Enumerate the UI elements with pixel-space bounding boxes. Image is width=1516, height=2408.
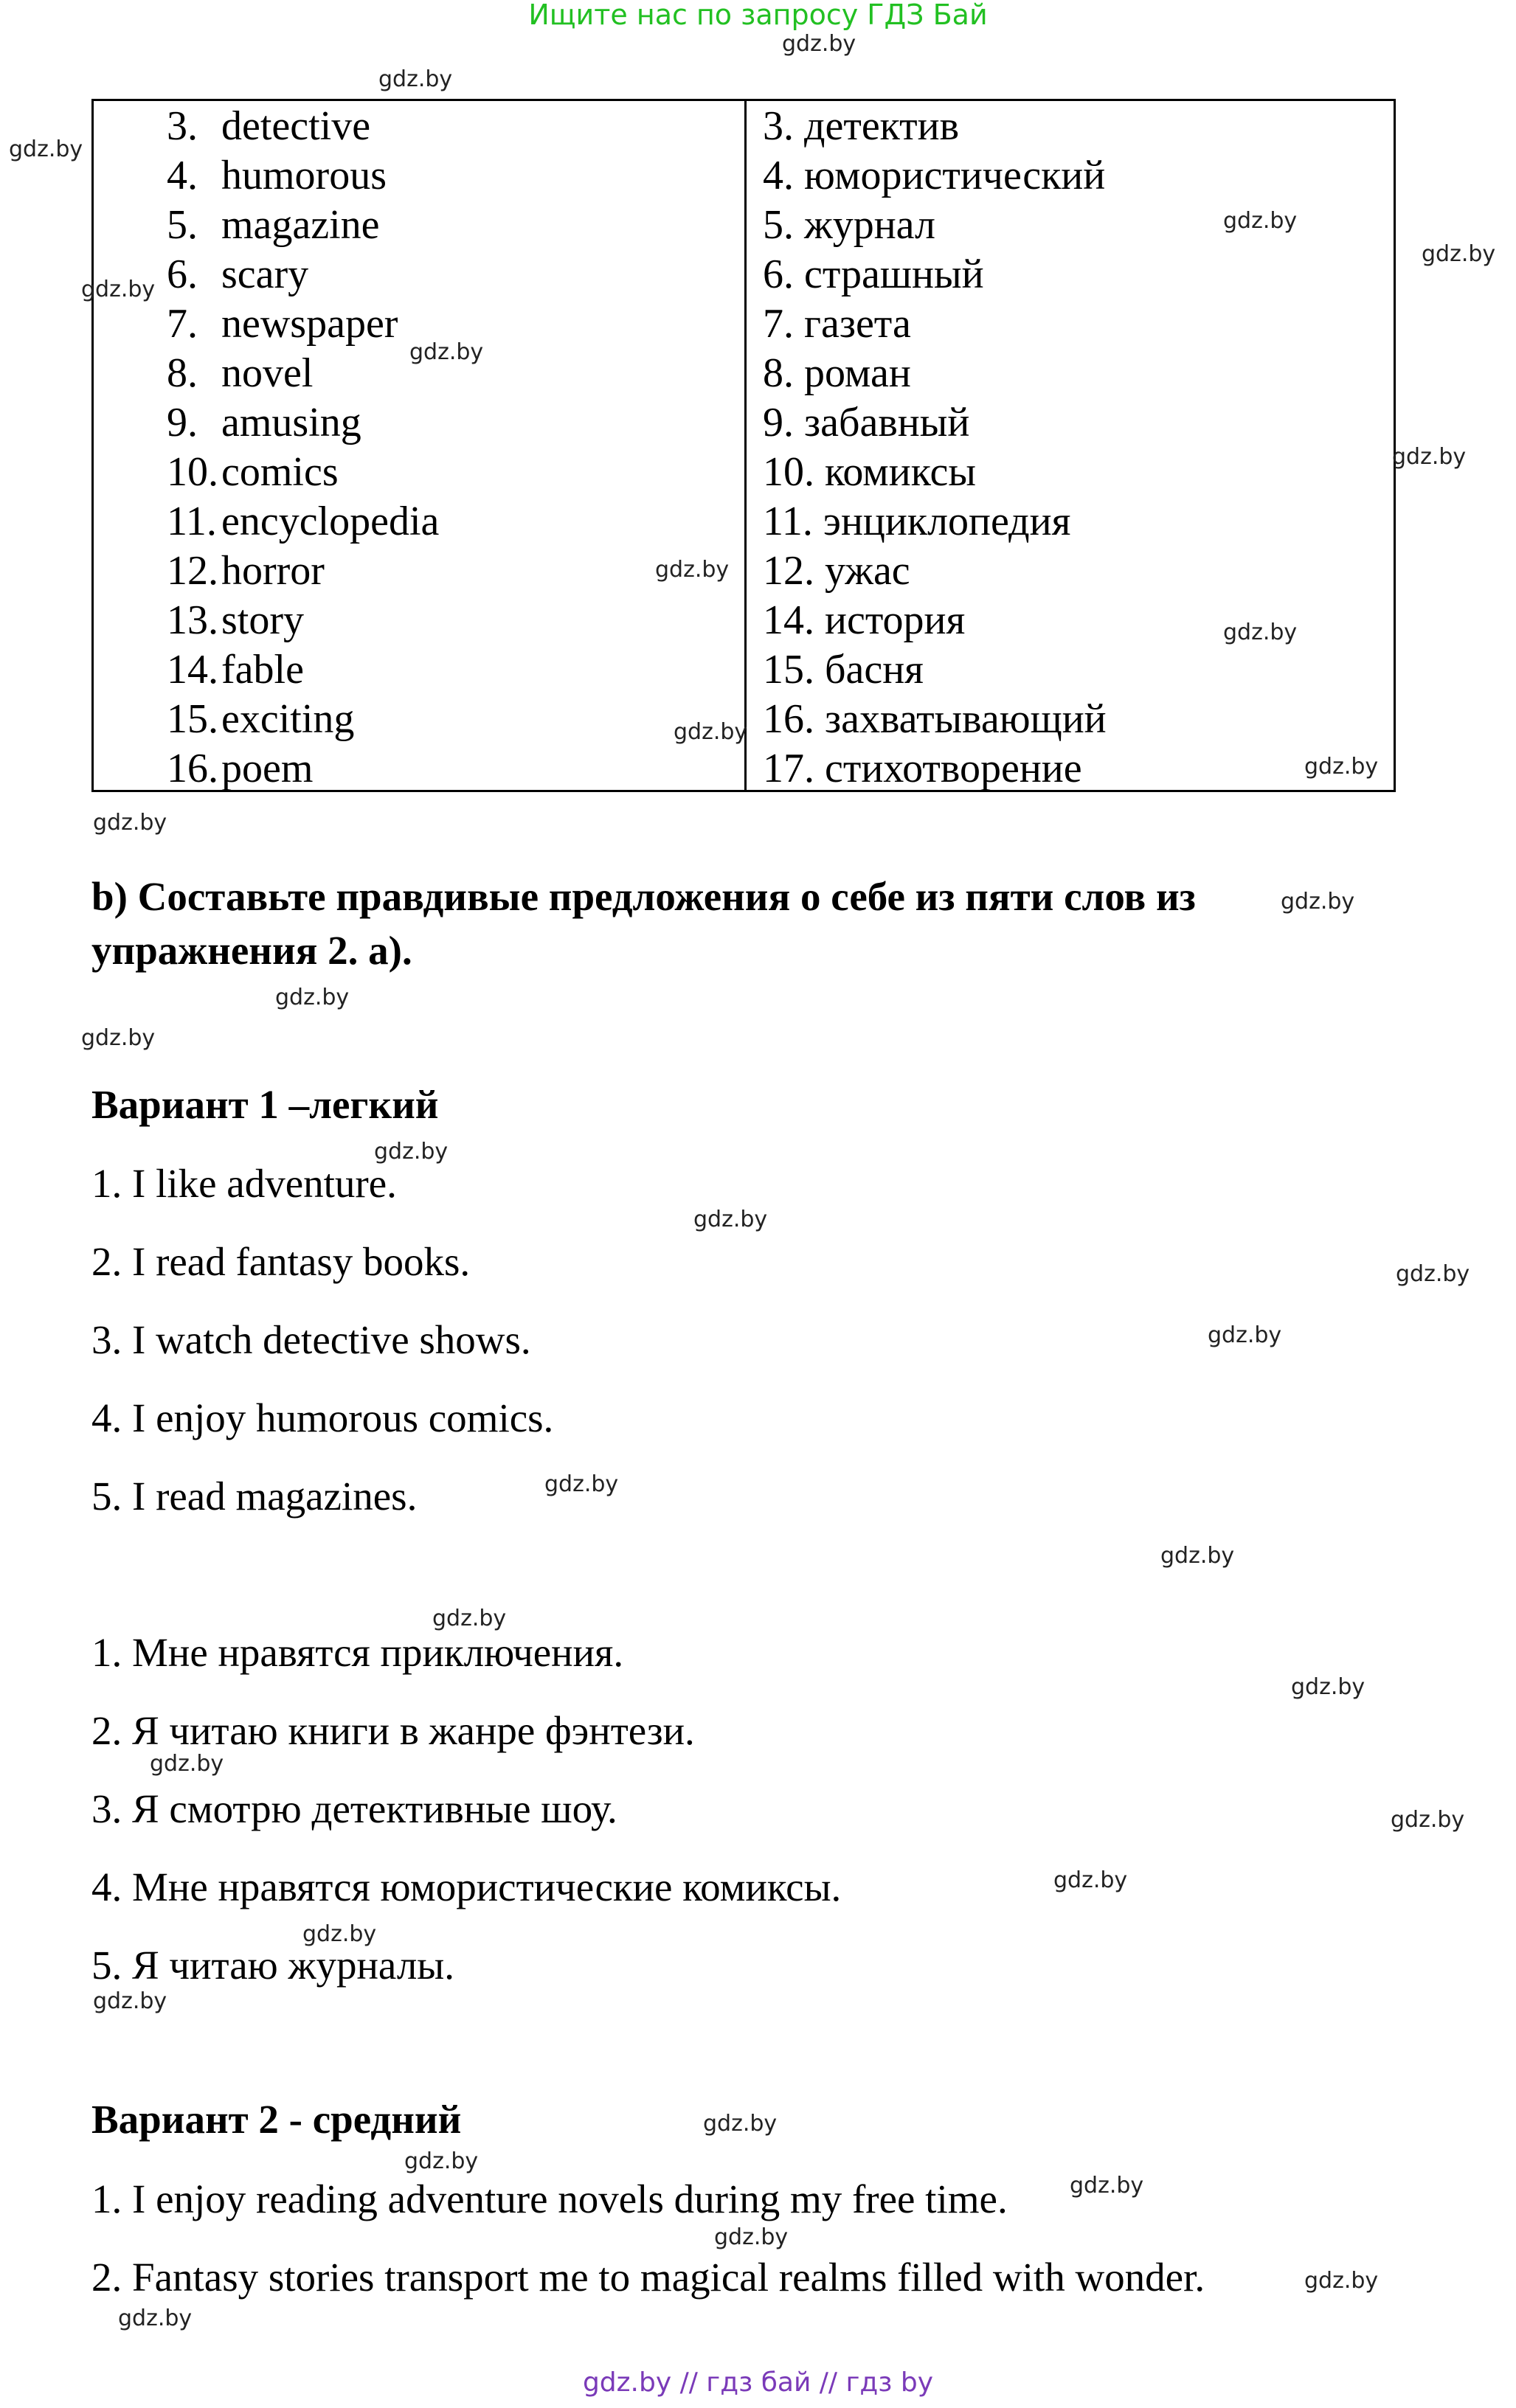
vocab-ru-row: 6. страшный: [763, 251, 984, 297]
vocab-ru-row: 17. стихотворение: [763, 746, 1082, 791]
watermark-text: gdz.by: [1392, 444, 1467, 470]
watermark-text: gdz.by: [782, 31, 856, 57]
vocab-en-number: 10.: [167, 449, 218, 495]
vocab-ru-row: 4. юмористический: [763, 153, 1106, 198]
vocab-en-word: comics: [221, 449, 339, 495]
vocab-ru-row: 8. роман: [763, 350, 911, 396]
vocab-en-number: 11.: [167, 499, 217, 544]
watermark-text: gdz.by: [378, 66, 453, 92]
vocab-en-row: [167, 302, 398, 346]
watermark-text: gdz.by: [655, 557, 730, 583]
task-b-line-1: b) Составьте правдивые предложения о себе из пяти слов из: [91, 874, 1196, 919]
watermark-text: gdz.by: [9, 136, 83, 162]
task-b-line-2: упражнения 2. a).: [91, 928, 412, 973]
vocab-en-word: fable: [221, 647, 304, 693]
vocab-en-word: detective: [221, 103, 371, 149]
vocab-ru-row: 14. история: [763, 597, 966, 643]
vocab-ru-row: 7. газета: [763, 301, 911, 347]
vocab-ru-row: 3. детектив: [763, 103, 960, 149]
vocab-en-word: novel: [221, 350, 314, 396]
variant-2-en-sentence-1: 1. I enjoy reading adventure novels during my free time.: [91, 2176, 1008, 2221]
watermark-text: gdz.by: [703, 2111, 778, 2137]
vocab-en-row: [167, 400, 361, 445]
vocab-en-row: [167, 746, 313, 791]
watermark-text: gdz.by: [118, 2305, 193, 2331]
watermark-text: gdz.by: [404, 2148, 479, 2174]
watermark-text: gdz.by: [93, 1988, 167, 2014]
watermark-text: gdz.by: [1208, 1322, 1282, 1348]
watermark-text: gdz.by: [714, 2224, 789, 2250]
vocab-en-number: 12.: [167, 548, 218, 594]
watermark-text: gdz.by: [275, 985, 350, 1010]
vocab-en-number: 8.: [167, 350, 198, 396]
table-divider: [744, 101, 747, 790]
watermark-text: gdz.by: [1160, 1543, 1235, 1569]
vocab-en-number: 15.: [167, 696, 218, 742]
variant-1-en-sentence-4: 4. I enjoy humorous comics.: [91, 1395, 554, 1440]
watermark-text: gdz.by: [1304, 2268, 1379, 2294]
vocab-en-number: 13.: [167, 597, 218, 643]
vocab-en-word: humorous: [221, 153, 387, 198]
watermark-text: gdz.by: [374, 1139, 449, 1165]
vocab-en-row: [167, 153, 387, 198]
watermark-text: gdz.by: [1223, 620, 1298, 645]
variant-1-en-sentence-5: 5. I read magazines.: [91, 1474, 418, 1519]
watermark-text: gdz.by: [432, 1606, 507, 1631]
watermark-text: gdz.by: [409, 339, 484, 365]
variant-1-en-sentence-2: 2. I read fantasy books.: [91, 1239, 471, 1284]
vocab-en-row: [167, 499, 439, 544]
vocabulary-table: [91, 99, 1396, 792]
vocab-ru-row: 15. басня: [763, 647, 924, 693]
vocab-en-word: newspaper: [221, 301, 398, 347]
vocab-en-word: magazine: [221, 202, 380, 248]
variant-1-en-sentence-3: 3. I watch detective shows.: [91, 1317, 531, 1362]
vocab-en-number: 4.: [167, 153, 198, 198]
watermark-text: gdz.by: [1396, 1261, 1470, 1287]
watermark-text: gdz.by: [150, 1751, 224, 1777]
variant-2-en-sentence-2: 2. Fantasy stories transport me to magical realms filled with wonder.: [91, 2255, 1205, 2300]
vocab-en-word: poem: [221, 746, 314, 791]
vocab-ru-row: 5. журнал: [763, 202, 935, 248]
vocab-ru-row: 12. ужас: [763, 548, 910, 594]
vocab-en-word: story: [221, 597, 304, 643]
vocab-en-number: 7.: [167, 301, 198, 347]
watermark-text: gdz.by: [1422, 241, 1496, 267]
watermark-text: gdz.by: [693, 1207, 768, 1232]
vocab-en-row: [167, 351, 313, 395]
vocab-en-row: [167, 549, 325, 593]
vocab-en-row: [167, 203, 380, 247]
vocab-en-word: horror: [221, 548, 325, 594]
watermark-text: gdz.by: [1070, 2173, 1144, 2199]
watermark-text: gdz.by: [93, 810, 167, 836]
vocab-en-row: [167, 648, 304, 692]
vocab-ru-row: 11. энциклопедия: [763, 499, 1071, 544]
variant-1-en-sentence-1: 1. I like adventure.: [91, 1161, 397, 1206]
variant-1-ru-sentence-2: 2. Я читаю книги в жанре фэнтези.: [91, 1708, 695, 1753]
vocab-en-row: [167, 450, 339, 494]
vocab-en-word: encyclopedia: [221, 499, 440, 544]
watermark-text: gdz.by: [1223, 208, 1298, 234]
watermark-text: gdz.by: [1391, 1807, 1465, 1833]
vocab-en-number: 9.: [167, 400, 198, 445]
vocab-en-row: [167, 104, 370, 148]
watermark-text: gdz.by: [81, 1025, 156, 1051]
watermark-text: gdz.by: [1281, 889, 1355, 915]
vocab-ru-row: 16. захватывающий: [763, 696, 1107, 742]
vocab-en-number: 14.: [167, 647, 218, 693]
vocab-en-row: [167, 598, 304, 642]
vocab-en-word: amusing: [221, 400, 361, 445]
vocab-en-word: scary: [221, 251, 309, 297]
vocab-ru-row: 9. забавный: [763, 400, 970, 445]
variant-1-ru-sentence-1: 1. Мне нравятся приключения.: [91, 1630, 624, 1675]
vocab-en-number: 16.: [167, 746, 218, 791]
vocab-en-word: exciting: [221, 696, 355, 742]
watermark-text: gdz.by: [81, 277, 156, 302]
watermark-text: gdz.by: [674, 719, 748, 745]
watermark-text: gdz.by: [1304, 754, 1379, 780]
variant-1-heading: Вариант 1 –легкий: [91, 1082, 439, 1127]
variant-1-ru-sentence-5: 5. Я читаю журналы.: [91, 1943, 454, 1988]
vocab-en-number: 3.: [167, 103, 198, 149]
footer-links[interactable]: gdz.by // гдз бай // гдз by: [582, 2367, 934, 2398]
vocab-en-row: [167, 252, 308, 296]
watermark-text: gdz.by: [544, 1471, 619, 1497]
vocab-ru-row: 10. комиксы: [763, 449, 976, 495]
watermark-text: gdz.by: [1053, 1867, 1128, 1893]
variant-1-ru-sentence-3: 3. Я смотрю детективные шоу.: [91, 1786, 617, 1831]
vocab-en-number: 6.: [167, 251, 198, 297]
variant-2-heading: Вариант 2 - средний: [91, 2097, 462, 2142]
variant-1-ru-sentence-4: 4. Мне нравятся юмористические комиксы.: [91, 1864, 842, 1909]
vocab-en-row: [167, 697, 354, 741]
top-banner[interactable]: Ищите нас по запросу ГДЗ Бай: [528, 0, 988, 31]
vocab-en-number: 5.: [167, 202, 198, 248]
watermark-text: gdz.by: [302, 1921, 377, 1947]
watermark-text: gdz.by: [1291, 1674, 1366, 1700]
